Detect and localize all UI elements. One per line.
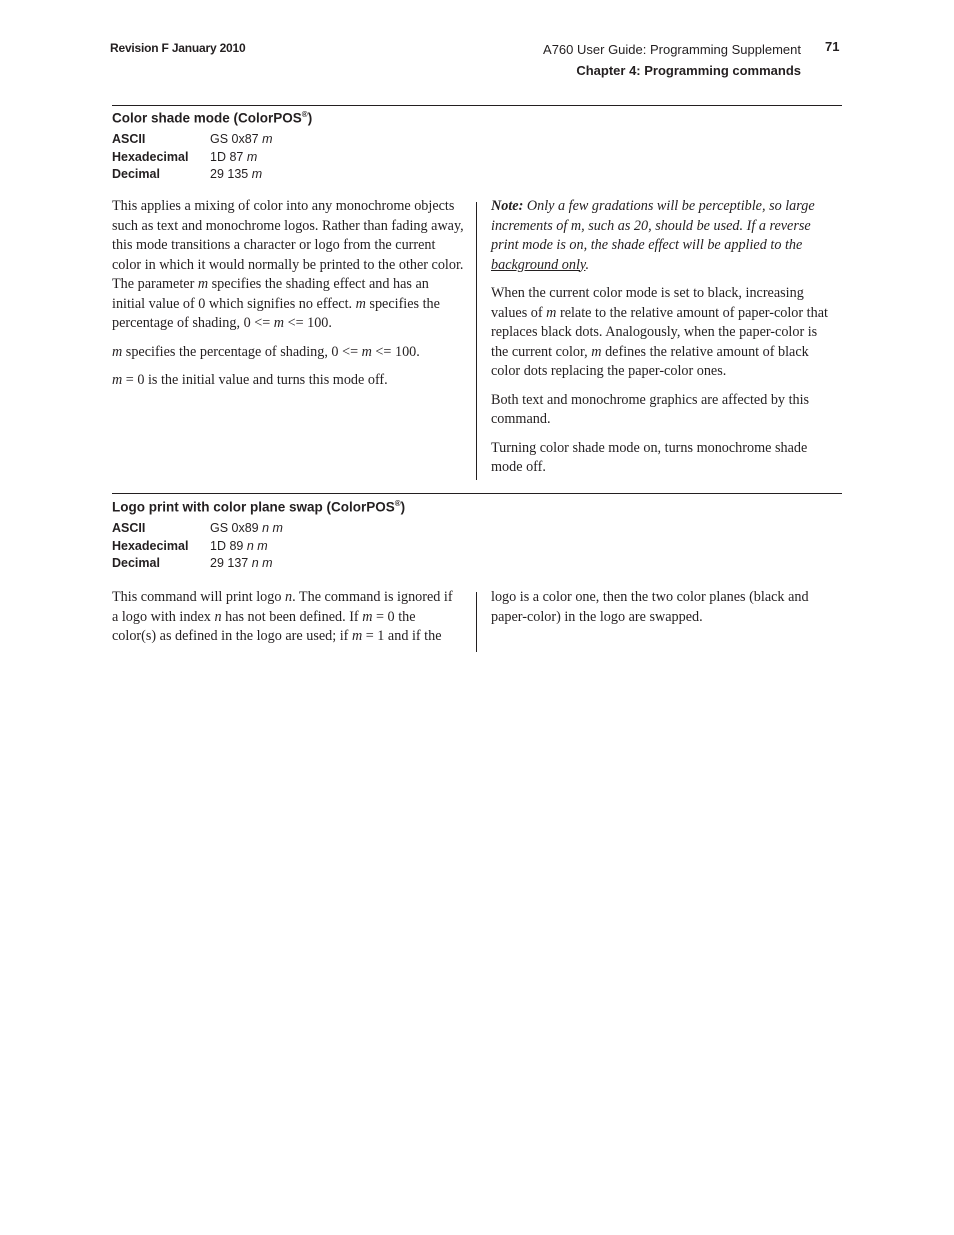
page-number: 71 [825, 39, 840, 54]
logo-swap-right-column [491, 588, 833, 636]
column-divider [476, 202, 477, 480]
section-title-color-shade: Color shade mode (ColorPOS®) [112, 110, 313, 126]
paragraph: Turning color shade mode on, turns monochrome shade mode off. [491, 439, 808, 475]
guide-title: A760 User Guide: Programming Supplement [543, 42, 801, 57]
paragraph: This command will print logo n. The command is ignored if a logo with index n has not been defined. If m = 0 the color(s) as defined in the logo are used; if m = 1 and if the [112, 589, 453, 644]
paragraph: This applies a mixing of color into any monochrome objects such as text and monochrome logos. Rather than fading away, this mode transitions a character or logo from the current color in which it would normally be printed to the other color. The parameter m specifies the shading effect and has an initial value of 0 which signifies no effect. m specifies the percentage of shading, 0 <= m <= 100. [112, 198, 464, 331]
logo-swap-left-column [112, 588, 462, 656]
chapter-title: Chapter 4: Programming commands [576, 63, 801, 78]
section-title-logo-swap: Logo print with color plane swap (ColorPOS®) [112, 499, 406, 515]
paragraph: Both text and monochrome graphics are affected by this command. [491, 391, 810, 427]
paragraph: When the current color mode is set to black, increasing values of m relate to the relative amount of paper-color that replaces black dots. Analogously, when the paper-color is the current color, m defines the relative amount of black color dots replacing the paper-color ones. [491, 285, 828, 379]
section-divider [112, 105, 842, 106]
running-header [543, 39, 801, 81]
revision-label: Revision F January 2010 [110, 41, 246, 55]
column-divider [476, 592, 477, 652]
paragraph: m specifies the percentage of shading, 0 <= m <= 100. [112, 343, 420, 360]
paragraph: m = 0 is the initial value and turns this mode off. [112, 372, 388, 388]
color-shade-left-column [112, 197, 464, 400]
section-divider [112, 493, 842, 494]
color-shade-right-column [491, 197, 833, 487]
paragraph: logo is a color one, then the two color planes (black and paper-color) in the logo are swapped. [491, 589, 809, 625]
note-paragraph: Note: Only a few gradations will be perceptible, so large increments of m, such as 20, should be used. If a reverse print mode is on, the shade effect will be applied to the background only. [491, 198, 815, 273]
